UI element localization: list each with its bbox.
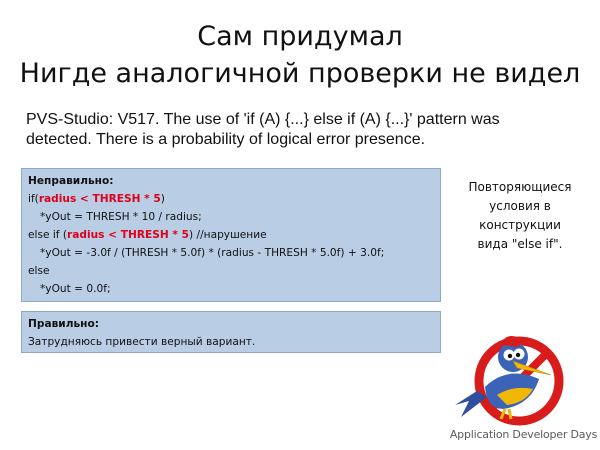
code-text: ) bbox=[160, 193, 165, 205]
code-line-1 bbox=[28, 190, 440, 208]
highlighted-condition: radius < THRESH * 5 bbox=[67, 229, 190, 241]
code-line-6: *yOut = 0.0f; bbox=[40, 283, 111, 295]
logo-caption: Application Developer Days bbox=[449, 428, 598, 441]
right-header: Правильно: bbox=[28, 318, 100, 330]
code-text: ) //нарушение bbox=[189, 229, 267, 241]
code-line-3 bbox=[28, 226, 440, 244]
pvs-message bbox=[26, 110, 586, 150]
code-text: if( bbox=[28, 193, 39, 205]
slide-title bbox=[0, 18, 600, 92]
logo-pupil-left bbox=[508, 354, 512, 358]
pvs-line-1: PVS-Studio: V517. The use of 'if (A) {...} else if (A) {...}' pattern was bbox=[26, 111, 500, 128]
logo-pupil-right bbox=[516, 353, 520, 357]
pvs-line-2: detected. There is a probability of logical error presence. bbox=[26, 131, 426, 148]
highlighted-condition: radius < THRESH * 5 bbox=[38, 193, 161, 205]
side-note-line-1: Повторяющиеся bbox=[468, 180, 572, 194]
right-code-box bbox=[21, 311, 441, 353]
title-line-1: Сам придумал bbox=[197, 21, 403, 52]
code-line-2: *yOut = THRESH * 10 / radius; bbox=[40, 211, 202, 223]
wrong-code-box bbox=[21, 168, 441, 302]
wrong-header: Неправильно: bbox=[28, 175, 114, 187]
code-line-5: else bbox=[28, 265, 50, 277]
title-line-2: Нигде аналогичной проверки не видел bbox=[19, 58, 581, 89]
side-note bbox=[450, 178, 590, 254]
side-note-line-2: условия в bbox=[489, 199, 551, 213]
side-note-line-4: вида "else if". bbox=[477, 237, 563, 251]
right-text: Затрудняюсь привести верный вариант. bbox=[28, 336, 256, 348]
code-line-4: *yOut = -3.0f / (THRESH * 5.0f) * (radius - THRESH * 5.0f) + 3.0f; bbox=[40, 247, 385, 259]
side-note-line-3: конструкции bbox=[479, 218, 561, 232]
code-text: else if ( bbox=[28, 229, 68, 241]
